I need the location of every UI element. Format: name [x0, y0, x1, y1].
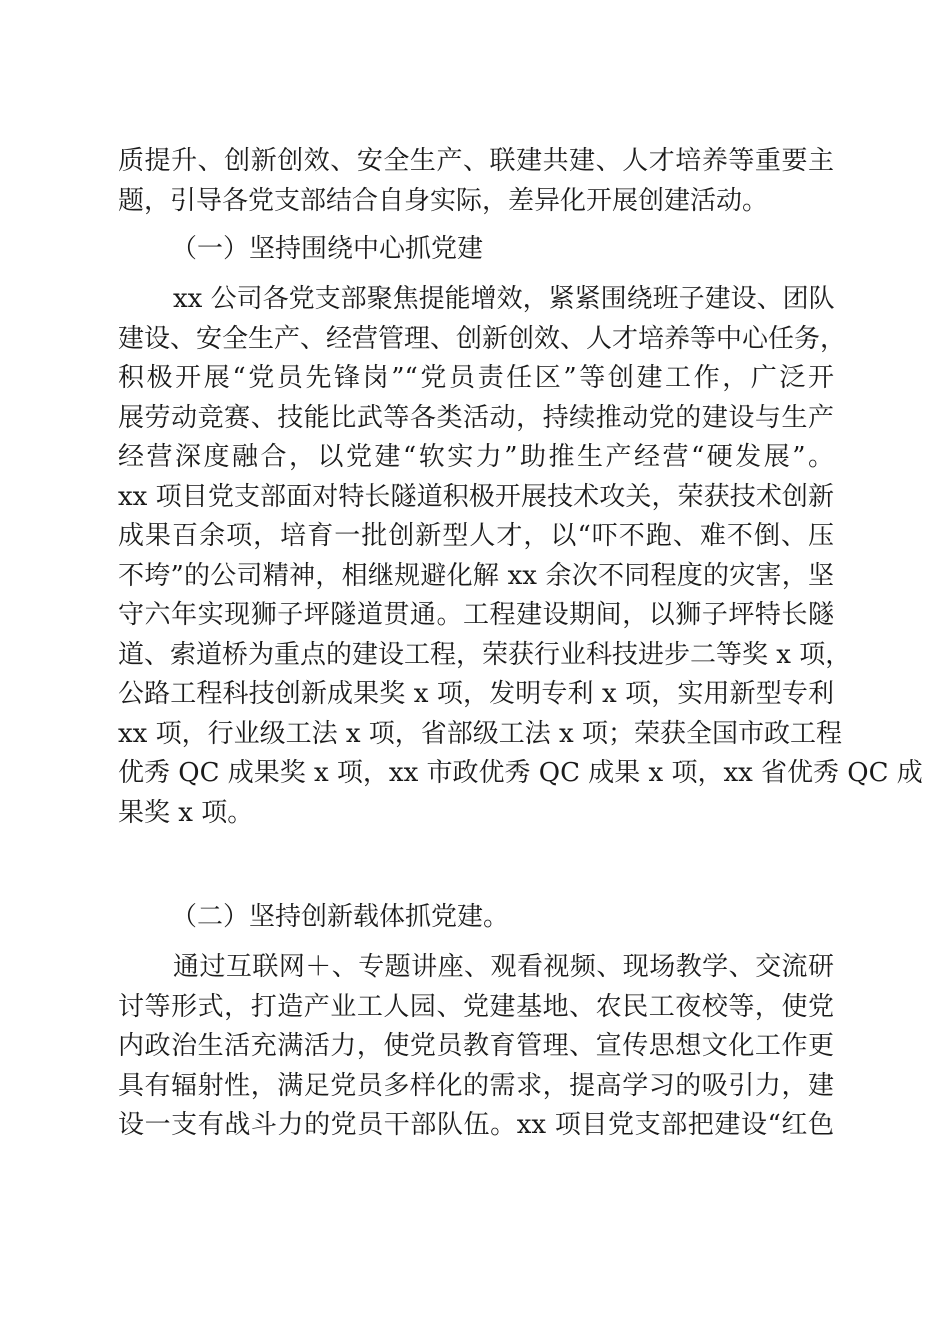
paragraph-line: 设一支有战斗力的党员干部队伍。xx 项目党支部把建设“红色	[118, 1110, 834, 1140]
paragraph-line: xx 项，行业级工法 x 项，省部级工法 x 项；荣获全国市政工程	[118, 718, 842, 749]
paragraph-line: 守六年实现狮子坪隧道贯通。工程建设期间，以狮子坪特长隧	[118, 600, 834, 630]
paragraph-line: 讨等形式，打造产业工人园、党建基地、农民工夜校等，使党	[118, 991, 834, 1022]
paragraph-line: 内政治生活充满活力，使党员教育管理、宣传思想文化工作更	[118, 1031, 834, 1061]
paragraph-line: 经营深度融合，以党建“软实力”助推生产经营“硬发展”。	[118, 442, 834, 472]
paragraph-line: 具有辐射性，满足党员多样化的需求，提高学习的吸引力，建	[118, 1070, 834, 1101]
paragraph-continued	[118, 142, 834, 221]
section-heading-1: （一）坚持围绕中心抓党建	[171, 234, 484, 264]
paragraph-line: 优秀 QC 成果奖 x 项，xx 市政优秀 QC 成果 x 项，xx 省优秀 QC 成	[118, 758, 923, 788]
paragraph-line: 通过互联网＋、专题讲座、观看视频、现场教学、交流研	[173, 952, 834, 982]
paragraph-line: 道、索道桥为重点的建设工程，荣获行业科技进步二等奖 x 项，	[118, 639, 852, 670]
section-heading-2: （二）坚持创新载体抓党建。	[171, 902, 510, 932]
paragraph-line: 积极开展“党员先锋岗”“党员责任区”等创建工作，广泛开	[118, 363, 834, 393]
paragraph-line: 公路工程科技创新成果奖 x 项，发明专利 x 项，实用新型专利	[118, 679, 834, 709]
paragraph-line: 展劳动竞赛、技能比武等各类活动，持续推动党的建设与生产	[118, 402, 834, 433]
paragraph-line: xx 项目党支部面对特长隧道积极开展技术攻关，荣获技术创新	[118, 481, 834, 512]
paragraph-2	[118, 948, 834, 1146]
paragraph-line: 题，引导各党支部结合自身实际，差异化开展创建活动。	[118, 185, 769, 216]
paragraph-line: xx 公司各党支部聚焦提能增效，紧紧围绕班子建设、团队	[173, 284, 835, 314]
paragraph-1	[118, 280, 923, 833]
paragraph-line: 建设、安全生产、经营管理、创新创效、人才培养等中心任务，	[118, 323, 847, 354]
paragraph-line: 不垮”的公司精神，相继规避化解 xx 余次不同程度的灾害，坚	[118, 560, 834, 591]
paragraph-line: 成果百余项，培育一批创新型人才，以“吓不跑、难不倒、压	[118, 521, 834, 551]
paragraph-line: 质提升、创新创效、安全生产、联建共建、人才培养等重要主	[118, 146, 834, 176]
paragraph-line: 果奖 x 项。	[118, 797, 254, 828]
